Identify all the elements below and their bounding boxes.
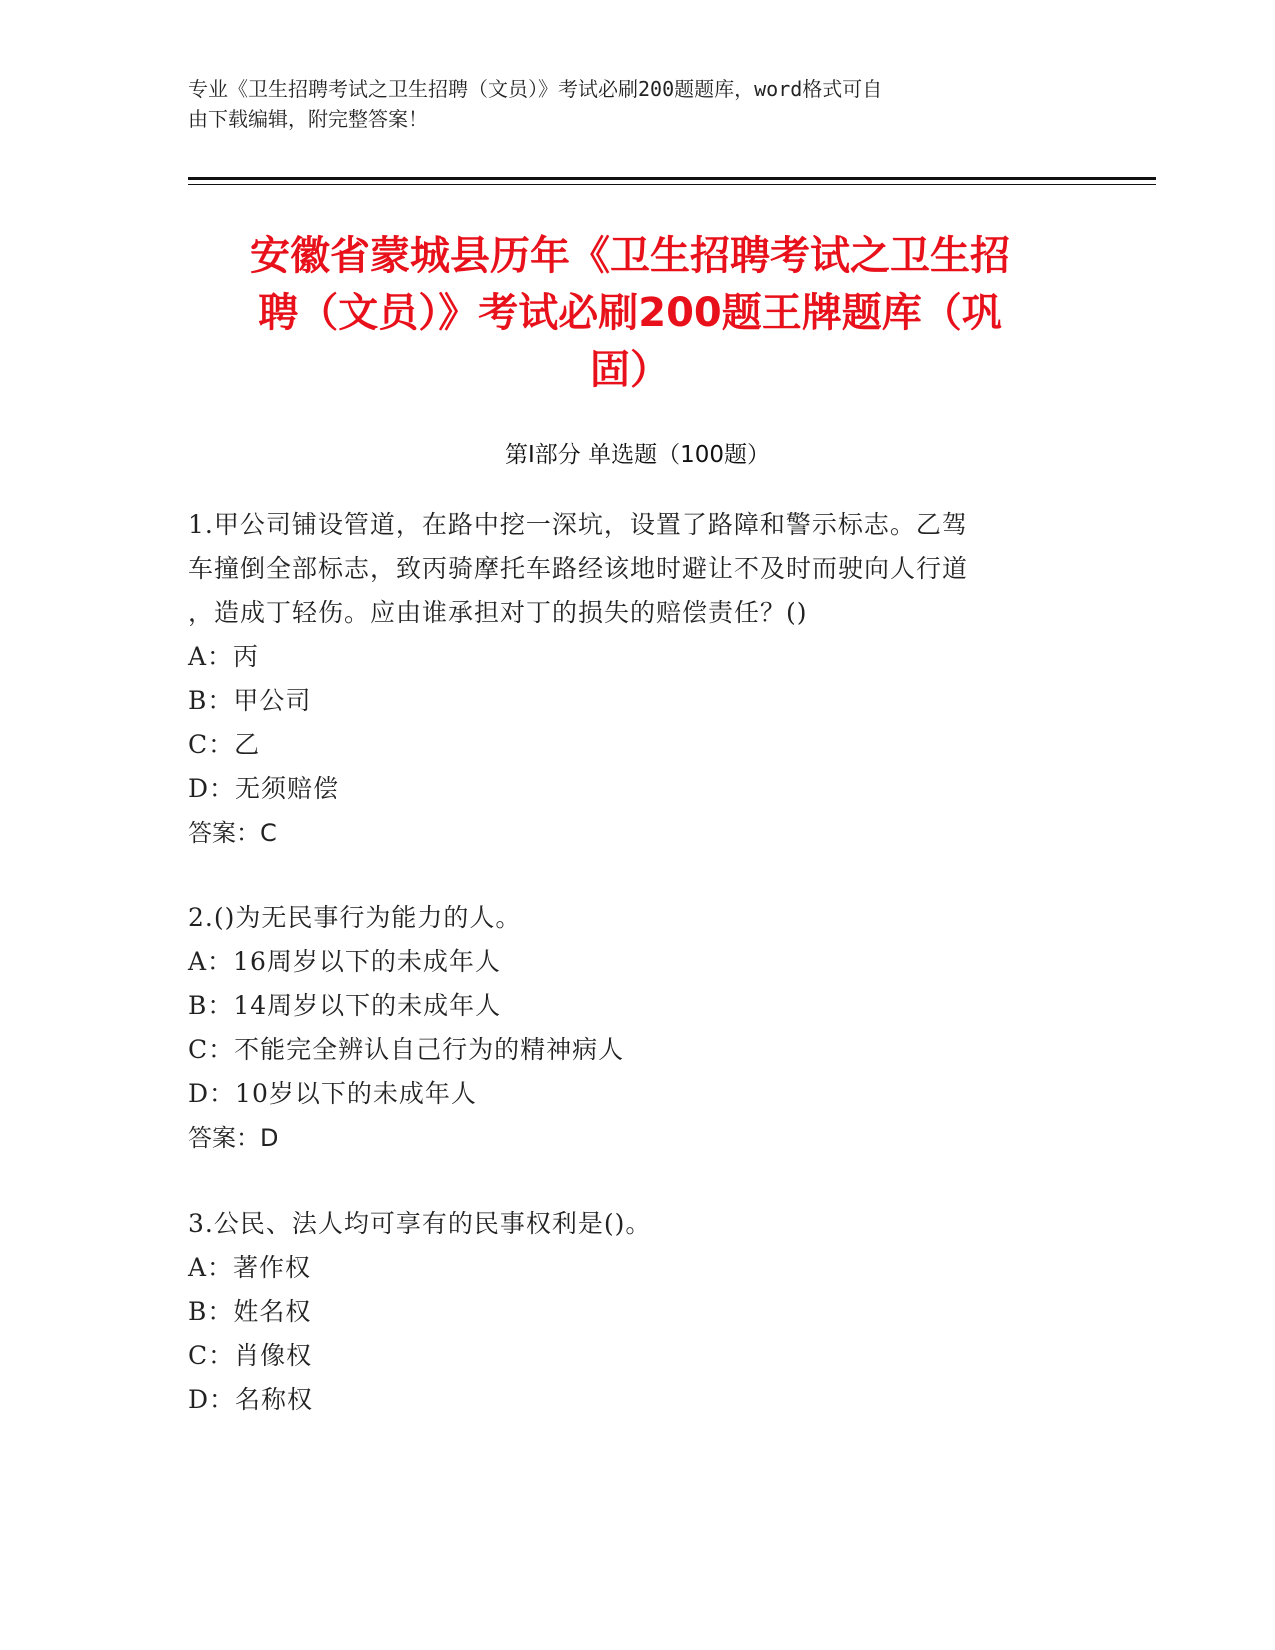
header-divider-thick (188, 177, 1156, 180)
answer: 答案：C (188, 819, 277, 847)
option-b: B：甲公司 (188, 686, 312, 715)
answer: 答案：D (188, 1124, 279, 1152)
question-stem-line: ，造成丁轻伤。应由谁承担对丁的损失的赔偿责任？() (188, 598, 808, 627)
option-b: B：14周岁以下的未成年人 (188, 991, 502, 1020)
option-b: B：姓名权 (188, 1297, 312, 1326)
question-stem-line: 车撞倒全部标志，致丙骑摩托车路经该地时避让不及时而驶向人行道 (188, 554, 969, 583)
header-note-line: 专业《卫生招聘考试之卫生招聘（文员）》考试必刷200题题库，word格式可自 (188, 77, 883, 101)
title-line: 安徽省蒙城县历年《卫生招聘考试之卫生招 (250, 233, 1010, 279)
question-stem-line: 3.公民、法人均可享有的民事权利是()。 (188, 1209, 652, 1238)
option-d: D：10岁以下的未成年人 (188, 1079, 477, 1108)
header-divider-thin (188, 184, 1156, 185)
option-a: A：丙 (188, 642, 260, 671)
option-d: D：名称权 (188, 1385, 314, 1414)
option-d: D：无须赔偿 (188, 774, 340, 803)
header-note-line: 由下载编辑，附完整答案！ (188, 107, 428, 131)
option-a: A：著作权 (188, 1253, 312, 1282)
option-c: C：肖像权 (188, 1341, 313, 1370)
option-c: C：不能完全辨认自己行为的精神病人 (188, 1035, 625, 1064)
option-c: C：乙 (188, 730, 261, 759)
section-heading: 第Ⅰ部分 单选题（100题） (505, 442, 770, 468)
title-line: 固） (590, 347, 670, 393)
option-a: A：16周岁以下的未成年人 (188, 947, 501, 976)
document-title (190, 228, 1070, 399)
question-stem-line: 1.甲公司铺设管道，在路中挖一深坑，设置了路障和警示标志。乙驾 (188, 510, 968, 539)
title-line: 聘（文员）》考试必刷200题王牌题库（巩 (258, 290, 1002, 336)
header-note (188, 74, 1068, 134)
question-stem-line: 2.()为无民事行为能力的人。 (188, 903, 522, 932)
